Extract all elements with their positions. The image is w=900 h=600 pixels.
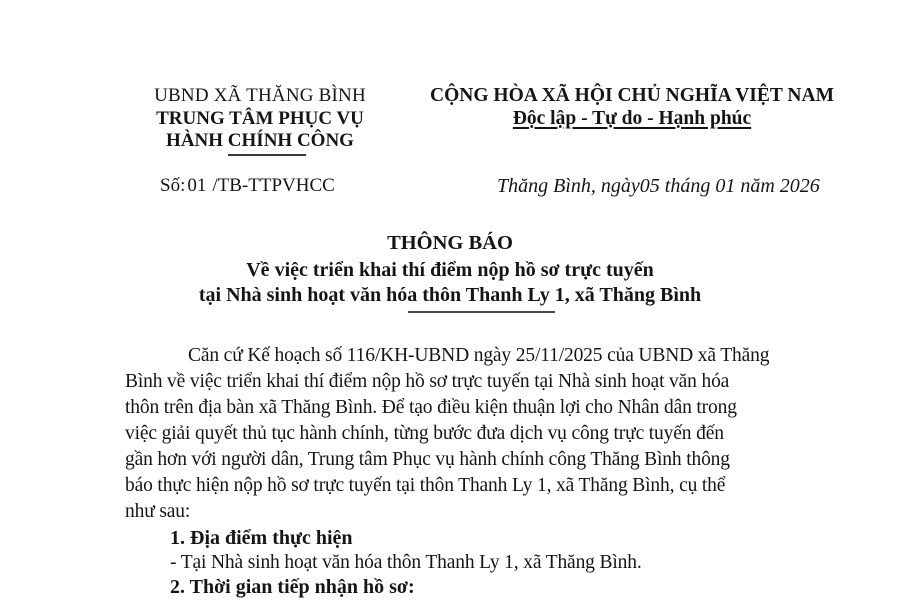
body-line: như sau:	[125, 501, 191, 522]
document-number-prefix: Số:	[160, 175, 186, 196]
document-number	[160, 175, 335, 197]
body-line: Bình về việc triển khai thí điểm nộp hồ sơ trực tuyến tại Nhà sinh hoạt văn hóa	[125, 371, 730, 392]
agency-name-line1: TRUNG TÂM PHỤC VỤ	[156, 108, 364, 129]
document-number-suffix: /TB-TTPVHCC	[212, 175, 335, 196]
section-heading-reception-time: 2. Thời gian tiếp nhận hồ sơ:	[170, 576, 415, 598]
agency-parent: UBND XÃ THĂNG BÌNH	[154, 85, 366, 106]
document-subtitle-line1: Về việc triển khai thí điểm nộp hồ sơ trực tuyến	[246, 259, 654, 281]
document-number-value: 01	[187, 175, 207, 196]
document-title: THÔNG BÁO	[387, 232, 513, 254]
body-line: báo thực hiện nộp hồ sơ trực tuyến tại thôn Thanh Ly 1, xã Thăng Bình, cụ thể	[125, 475, 726, 496]
document-subtitle-line2: tại Nhà sinh hoạt văn hóa thôn Thanh Ly 1, xã Thăng Bình	[198, 284, 702, 306]
body-line: Căn cứ Kế hoạch số 116/KH-UBND ngày 25/11/2025 của UBND xã Thăng	[188, 345, 770, 366]
title-divider	[408, 311, 555, 313]
agency-name-line2: HÀNH CHÍNH CÔNG	[166, 130, 354, 151]
body-line: gần hơn với người dân, Trung tâm Phục vụ hành chính công Thăng Bình thông	[125, 449, 730, 470]
national-motto: Độc lập - Tự do - Hạnh phúc	[512, 108, 752, 129]
agency-divider	[228, 154, 306, 156]
place-date: Thăng Bình, ngày05 tháng 01 năm 2026	[497, 175, 820, 197]
section-item-location: - Tại Nhà sinh hoạt văn hóa thôn Thanh Ly 1, xã Thăng Bình.	[170, 552, 642, 573]
national-title: CỘNG HÒA XÃ HỘI CHỦ NGHĨA VIỆT NAM	[430, 85, 834, 106]
section-heading-location: 1. Địa điểm thực hiện	[170, 527, 353, 549]
body-line: việc giải quyết thủ tục hành chính, từng bước đưa dịch vụ công trực tuyến đến	[125, 423, 724, 444]
body-line: thôn trên địa bàn xã Thăng Bình. Để tạo điều kiện thuận lợi cho Nhân dân trong	[125, 397, 737, 418]
